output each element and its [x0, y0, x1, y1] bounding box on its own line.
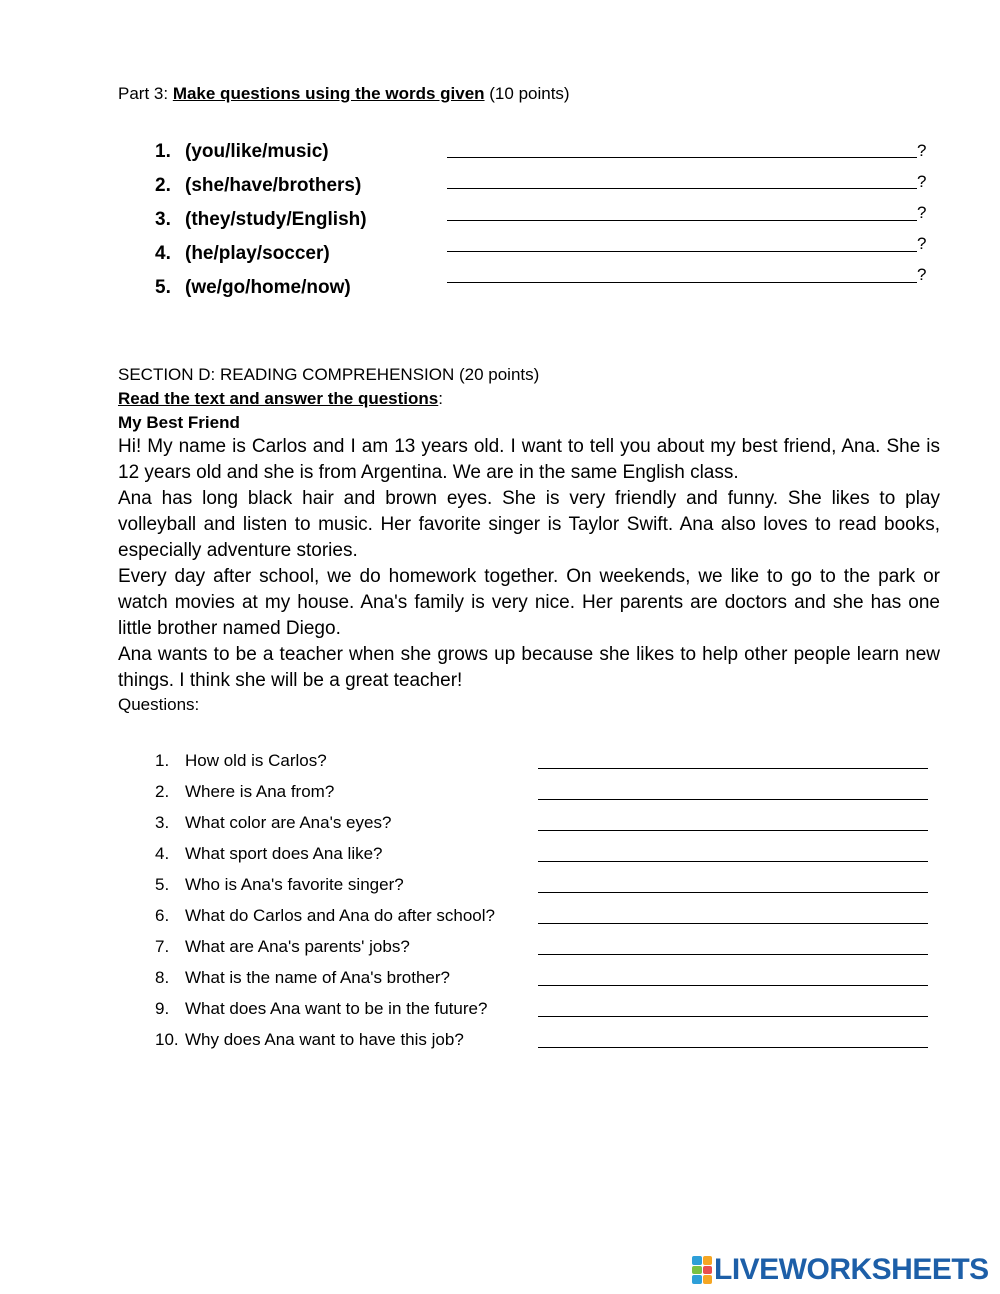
logo-cell — [703, 1275, 713, 1284]
logo-cell — [703, 1266, 713, 1275]
question-text: Who is Ana's favorite singer? — [185, 875, 404, 894]
part3-item-words: (he/play/soccer) — [185, 243, 330, 264]
part3-prefix: Part 3: — [118, 84, 173, 103]
part3-item — [155, 265, 935, 307]
passage-paragraph: Every day after school, we do homework together. On weekends, we like to go to the park or watch movies at my house. Ana's family is very nice. Her parents are doctors and she has one little brother named Diego. — [118, 566, 940, 639]
part3-item-words: (we/go/home/now) — [185, 277, 351, 298]
question-mark: ? — [917, 203, 927, 222]
question-number: 5. — [155, 875, 170, 894]
part3-answer-line[interactable] — [447, 157, 917, 158]
reading-question — [155, 813, 930, 841]
question-number: 2. — [155, 782, 170, 801]
answer-line[interactable] — [538, 985, 928, 986]
logo-cell — [692, 1266, 702, 1275]
section-d-title: SECTION D: READING COMPREHENSION (20 points) — [118, 365, 540, 384]
part3-item-number: 1. — [155, 141, 171, 162]
answer-line[interactable] — [538, 768, 928, 769]
reading-question — [155, 844, 930, 872]
question-text: Why does Ana want to have this job? — [185, 1030, 464, 1049]
passage-paragraph: Ana wants to be a teacher when she grows up because she likes to help other people learn new things. I think she will be a great teacher! — [118, 644, 940, 691]
answer-line[interactable] — [538, 799, 928, 800]
reading-passage — [118, 434, 940, 694]
part3-answer-line[interactable] — [447, 188, 917, 189]
brand-wordmark: LIVEWORKSHEETS — [714, 1253, 989, 1286]
answer-line[interactable] — [538, 1016, 928, 1017]
question-text: What color are Ana's eyes? — [185, 813, 392, 832]
liveworksheets-logo-icon — [692, 1256, 712, 1284]
part3-answer-line[interactable] — [447, 220, 917, 221]
part3-item-words: (they/study/English) — [185, 209, 367, 230]
part3-item — [155, 234, 935, 273]
question-mark: ? — [917, 234, 927, 253]
part3-title: Make questions using the words given — [172, 84, 485, 103]
passage-paragraph: Ana has long black hair and brown eyes. She is very friendly and funny. She likes to play volleyball and listen to music. Her favorite singer is Taylor Swift. Ana also loves to read books, especially adventure stories. — [118, 488, 940, 561]
part3-item-number: 4. — [155, 243, 171, 264]
reading-question — [155, 1030, 930, 1058]
part3-points: (10 points) — [484, 84, 570, 103]
answer-line[interactable] — [538, 923, 928, 924]
part3-item — [155, 203, 935, 239]
question-mark: ? — [917, 265, 927, 284]
reading-question — [155, 968, 930, 996]
question-mark: ? — [917, 141, 927, 160]
question-text: What does Ana want to be in the future? — [185, 999, 488, 1018]
passage-paragraph: Hi! My name is Carlos and I am 13 years old. I want to tell you about my best friend, Ana. She is 12 years old and she is from Argentina. We are in the same English class. — [118, 436, 940, 483]
question-text: What sport does Ana like? — [185, 844, 383, 863]
question-text: How old is Carlos? — [185, 751, 327, 770]
liveworksheets-brand — [692, 1253, 989, 1287]
question-number: 4. — [155, 844, 170, 863]
story-title: My Best Friend — [118, 413, 240, 432]
answer-line[interactable] — [538, 954, 928, 955]
answer-line[interactable] — [538, 830, 928, 831]
reading-question — [155, 906, 930, 934]
part3-item-words: (you/like/music) — [185, 141, 329, 162]
part3-item — [155, 141, 935, 171]
part3-answer-line[interactable] — [447, 251, 917, 252]
question-text: What are Ana's parents' jobs? — [185, 937, 410, 956]
logo-cell — [692, 1275, 702, 1284]
question-number: 3. — [155, 813, 170, 832]
reading-question — [155, 782, 930, 810]
answer-line[interactable] — [538, 892, 928, 893]
question-text: Where is Ana from? — [185, 782, 335, 801]
part3-item-number: 5. — [155, 277, 171, 298]
instruction-suffix: : — [438, 389, 443, 408]
part3-item-words: (she/have/brothers) — [185, 175, 362, 196]
question-text: What is the name of Ana's brother? — [185, 968, 451, 987]
logo-cell — [703, 1256, 713, 1265]
section-d-instruction — [118, 389, 443, 409]
reading-question — [155, 751, 930, 779]
part3-item-number: 2. — [155, 175, 171, 196]
question-number: 8. — [155, 968, 170, 987]
logo-cell — [692, 1256, 702, 1265]
answer-line[interactable] — [538, 1047, 928, 1048]
instruction-text: Read the text and answer the questions — [118, 389, 439, 408]
reading-question — [155, 875, 930, 903]
questions-label: Questions: — [118, 695, 200, 714]
answer-line[interactable] — [538, 861, 928, 862]
reading-question — [155, 999, 930, 1027]
question-number: 6. — [155, 906, 170, 925]
question-text: What do Carlos and Ana do after school? — [185, 906, 495, 925]
question-number: 9. — [155, 999, 170, 1018]
reading-question — [155, 937, 930, 965]
question-number: 7. — [155, 937, 170, 956]
part3-item — [155, 172, 935, 205]
part3-item-number: 3. — [155, 209, 171, 230]
part3-answer-line[interactable] — [447, 282, 917, 283]
part3-heading — [118, 84, 570, 104]
question-mark: ? — [917, 172, 927, 191]
question-number: 10. — [155, 1030, 179, 1049]
question-number: 1. — [155, 751, 170, 770]
